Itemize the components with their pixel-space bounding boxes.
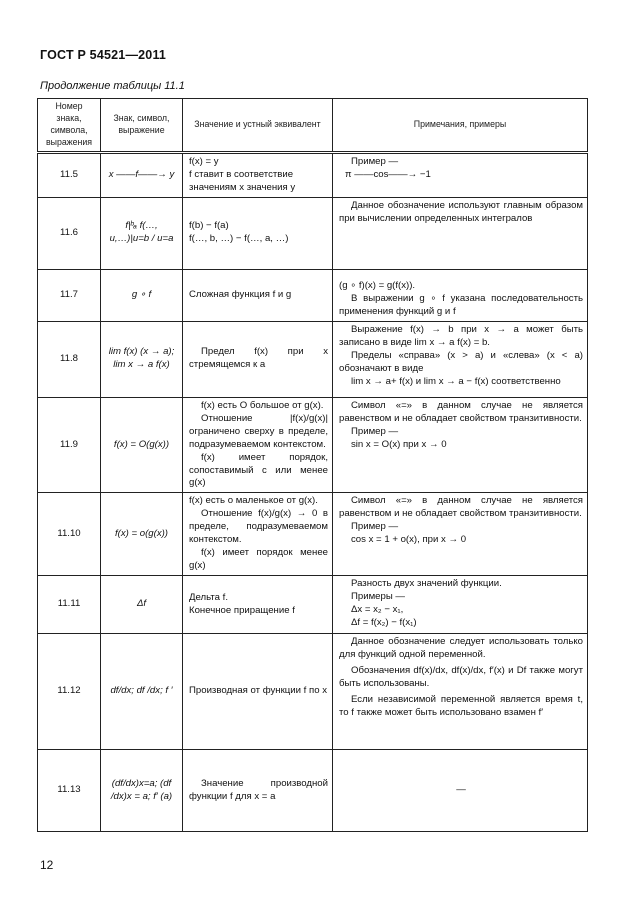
meaning-line: f(b) − f(a) <box>189 220 229 232</box>
row-symbol: Δf <box>101 576 183 634</box>
note-line: π ——cos——→ −1 <box>345 168 431 180</box>
note-line: — <box>456 784 466 796</box>
note-line: Δf = f(x₂) − f(x₁) <box>351 616 417 628</box>
meaning-line: Значение производной функции f для x = a <box>189 777 328 802</box>
meaning-line: f ставит в соответствие значениям x значения y <box>189 168 296 193</box>
table-row <box>38 493 588 576</box>
table-header-row <box>38 99 588 153</box>
note-line: Символ «=» в данном случае не является равенством и не обладает свойством транзитивности. <box>339 399 583 424</box>
table-row <box>38 750 588 832</box>
note-line: Данное обозначение используют главным образом при вычислении определенных интегралов <box>339 199 583 224</box>
row-meaning <box>183 750 333 832</box>
page-number: 12 <box>40 858 54 872</box>
row-meaning <box>183 269 333 321</box>
row-meaning <box>183 321 333 397</box>
meaning-line: f(…, b, …) − f(…, a, …) <box>189 233 289 245</box>
table-continuation-caption: Продолжение таблицы 11.1 <box>40 80 185 92</box>
row-notes <box>333 397 588 493</box>
meaning-line: f(x) = y <box>189 156 219 167</box>
row-symbol: f(x) = O(g(x)) <box>101 397 183 493</box>
meaning-line: f(x) есть O большое от g(x). <box>201 399 324 411</box>
table-row <box>38 197 588 269</box>
row-notes <box>333 493 588 576</box>
table-row <box>38 634 588 750</box>
row-notes <box>333 634 588 750</box>
meaning-line: f(x) есть o маленькое от g(x). <box>189 495 318 507</box>
note-line: Символ «=» в данном случае не является равенством и не обладает свойством транзитивности. <box>339 495 583 520</box>
col-header-number: Номер знака, символа, выражения <box>38 99 101 153</box>
row-number: 11.10 <box>38 493 101 576</box>
note-line: Пределы «справа» (x > a) и «слева» (x < a) обозначают в виде <box>339 349 583 374</box>
document-header: ГОСТ Р 54521—2011 <box>40 48 167 62</box>
note-line: Данное обозначение следует использовать только для функций одной переменной. <box>339 636 583 660</box>
row-meaning <box>183 197 333 269</box>
note-line: sin x = O(x) при x → 0 <box>351 438 447 450</box>
table-row <box>38 321 588 397</box>
note-line: В выражении g ∘ f указана последовательность применения функций g и f <box>339 292 583 317</box>
note-line: Δx = x₂ − x₁, <box>351 603 404 615</box>
row-meaning <box>183 634 333 750</box>
row-number: 11.11 <box>38 576 101 634</box>
row-symbol: lim f(x) (x → a); lim x → a f(x) <box>101 321 183 397</box>
row-notes <box>333 750 588 832</box>
symbols-table <box>37 98 588 832</box>
row-notes <box>333 321 588 397</box>
row-meaning <box>183 493 333 576</box>
meaning-line: f(x) имеет порядок, сопоставимый с или менее g(x) <box>189 451 328 489</box>
row-number: 11.6 <box>38 197 101 269</box>
col-header-meaning: Значение и устный эквивалент <box>183 99 333 153</box>
meaning-line: Предел f(x) при x стремящемся к a <box>189 346 328 371</box>
row-meaning <box>183 153 333 198</box>
row-symbol: df/dx; df /dx; f ′ <box>101 634 183 750</box>
meaning-line: Производная от функции f по x <box>189 685 327 697</box>
row-meaning <box>183 576 333 634</box>
table-row <box>38 576 588 634</box>
table-row <box>38 397 588 493</box>
row-number: 11.12 <box>38 634 101 750</box>
row-notes <box>333 153 588 198</box>
note-line: (g ∘ f)(x) = g(f(x)). <box>339 280 416 291</box>
meaning-line: Дельта f. <box>189 591 228 603</box>
meaning-line: f(x) имеет порядок менее g(x) <box>189 547 328 572</box>
row-number: 11.5 <box>38 153 101 198</box>
note-line: Обозначения df(x)/dx, df(x)/dx, f′(x) и Df также могут быть использованы. <box>339 664 583 689</box>
note-line: lim x → a+ f(x) и lim x → a − f(x) соответственно <box>351 375 561 387</box>
note-line: Разность двух значений функции. <box>351 578 502 589</box>
meaning-line: Отношение |f(x)/g(x)| ограничено сверху в пределе, подразумеваемом контекстом. <box>189 412 328 450</box>
note-line: Пример — <box>351 156 399 167</box>
row-meaning <box>183 397 333 493</box>
table-row <box>38 153 588 198</box>
row-notes <box>333 269 588 321</box>
note-line: Если независимой переменной является время t, то f также может быть использовано взамен f′ <box>339 693 583 718</box>
meaning-line: Отношение f(x)/g(x) → 0 в пределе, подразумеваемом контекстом. <box>189 508 328 546</box>
row-notes <box>333 576 588 634</box>
row-notes <box>333 197 588 269</box>
row-number: 11.8 <box>38 321 101 397</box>
row-symbol: f|ᵇₐ f(…, u,…)|u=b / u=a <box>101 197 183 269</box>
note-line: Пример — <box>351 425 399 437</box>
note-line: Примеры — <box>351 590 406 602</box>
row-number: 11.13 <box>38 750 101 832</box>
col-header-notes: Примечания, примеры <box>333 99 588 153</box>
meaning-line: Конечное приращение f <box>189 604 295 616</box>
row-symbol: f(x) = o(g(x)) <box>101 493 183 576</box>
meaning-line: Сложная функция f и g <box>189 288 292 300</box>
table-row <box>38 269 588 321</box>
row-number: 11.9 <box>38 397 101 493</box>
row-number: 11.7 <box>38 269 101 321</box>
row-symbol: x ——f——→ y <box>101 153 183 198</box>
row-symbol: g ∘ f <box>101 269 183 321</box>
note-line: Выражение f(x) → b при x → a может быть записано в виде lim x → a f(x) = b. <box>339 323 583 348</box>
col-header-symbol: Знак, символ, выражение <box>101 99 183 153</box>
note-line: Пример — <box>351 521 399 533</box>
note-line: cos x = 1 + o(x), при x → 0 <box>351 534 467 546</box>
row-symbol: (df/dx)x=a; (df /dx)x = a; f′ (a) <box>101 750 183 832</box>
